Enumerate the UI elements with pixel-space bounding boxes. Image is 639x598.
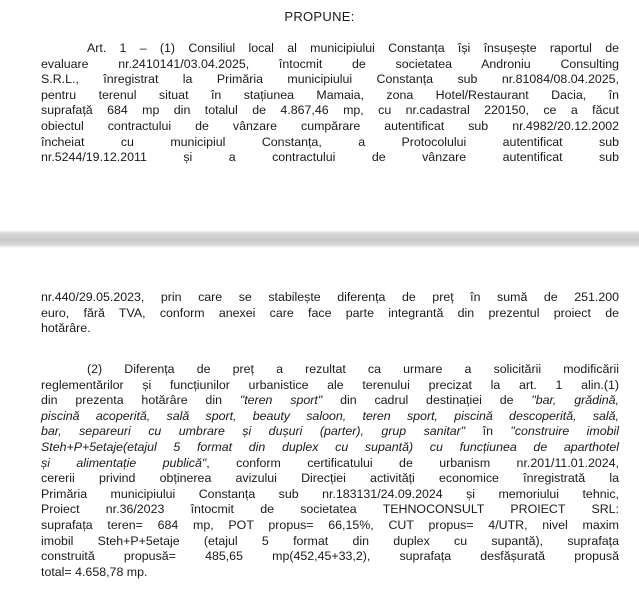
text-line: (2) Diferența de preț a rezultat ca urmare a solicitării modificării [87, 362, 619, 376]
text-line: reglementărilor și funcțiunilor urbanistice ale terenului precizat la art. 1 alin.(1) [41, 377, 619, 392]
text-line: suprafață 684 mp din totalul de 4.867,46 mp, cu nr.cadastral 220150, ce a făcut [41, 103, 619, 118]
text-line: bar, separeuri cu umbrare și dușuri (parter), grup sanitar" în "construire imobil [41, 424, 620, 439]
document-page-top [0, 0, 639, 230]
text-line: suprafața teren= 684 mp, POT propus= 66,15%, CUT propus= 4/UTR, nivel maxim [41, 517, 619, 532]
text-line: total= 4.658,78 mp. [41, 564, 148, 579]
paragraph-2 [41, 362, 619, 580]
text-line: evaluare nr.2410141/03.04.2025, întocmit de societatea Androniu Consulting [41, 56, 619, 71]
text-line: cererii privind obținerea avizului Direcției activități economice înregistrată la [41, 471, 619, 486]
text-line: imobil Steh+P+5etaje (etajul 5 format din duplex cu supantă), suprafața [41, 533, 619, 548]
text-line: nr.5244/19.12.2011 și a contractului de vânzare autentificat sub [41, 150, 619, 165]
text-line: Proiect nr.36/2023 întocmit de societatea TEHNOCONSULT PROIECT SRL: [41, 502, 619, 517]
text-line: obiectul contractului de vânzare cumpărare autentificat sub nr.4982/20.12.2002 [41, 118, 619, 133]
text-line: Steh+P+5etaje(etajul 5 format din duplex cu supantă) cu funcțiunea de aparthotel [41, 439, 619, 454]
text-line: S.R.L., înregistrat la Primăria municipiului Constanța sub nr.81084/08.04.2025, [41, 72, 619, 87]
section-title: PROPUNE: [284, 9, 355, 24]
text-line: hotărâre. [41, 321, 91, 336]
document-page-bottom [0, 248, 639, 598]
article-1-continuation [41, 290, 619, 337]
text-line: euro, fără TVA, conform anexei care face parte integrantă din prezentul proiect de [41, 305, 619, 320]
text-line: Art. 1 – (1) Consiliul local al municipiului Constanța își însușește raportul de [87, 41, 619, 55]
text-line: construită propusă= 485,65 mp(452,45+33,2), suprafața desfășurată propusă [41, 549, 619, 564]
text-line: încheiat cu municipiul Constanța, a Protocolului autentificat sub [41, 134, 619, 149]
article-1-paragraph [41, 41, 619, 166]
text-line: pentru terenul situat în stațiunea Mamaia, zona Hotel/Restaurant Dacia, în [41, 87, 619, 102]
page-break-separator [0, 230, 639, 248]
text-line: piscină acoperită, sală sport, beauty saloon, teren sport, piscină descoperită, sală, [41, 408, 619, 423]
text-line: Primăria municipiului Constanța sub nr.183131/24.09.2024 și memoriului tehnic, [41, 486, 619, 501]
text-line: nr.440/29.05.2023, prin care se stabilește diferența de preț în sumă de 251.200 [41, 290, 619, 304]
text-line: din prezenta hotărâre din "teren sport" din cadrul destinației de "bar, grădină, [41, 393, 619, 408]
text-line: și alimentație publică", conform certificatului de urbanism nr.201/11.01.2024, [41, 455, 619, 470]
